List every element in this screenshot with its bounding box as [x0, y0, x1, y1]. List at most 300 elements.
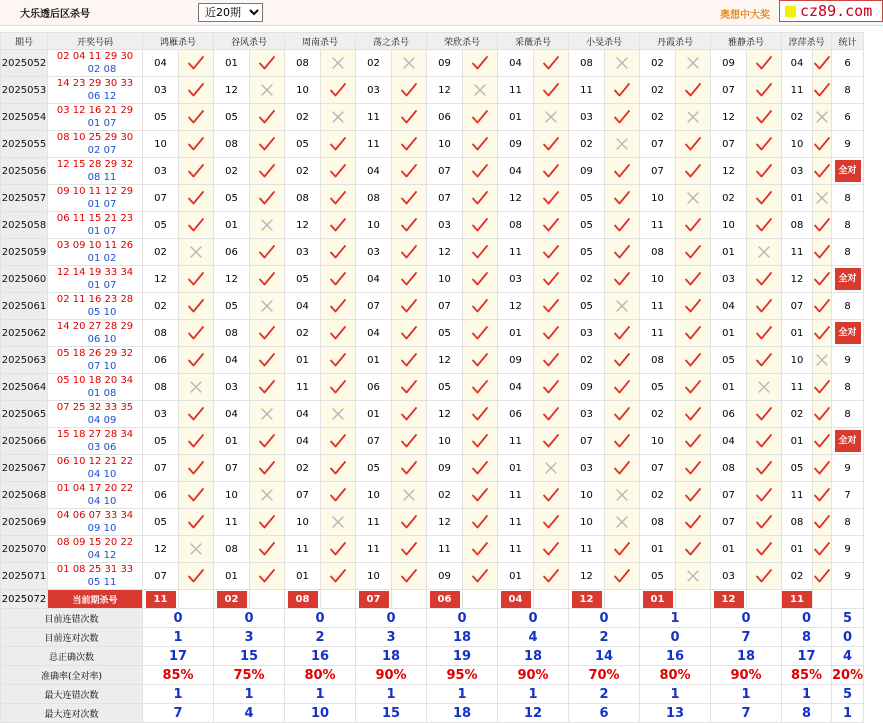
check-icon — [813, 217, 831, 233]
stat-cell: 8 — [832, 77, 864, 104]
current-blank-cell — [179, 590, 214, 609]
pick-cell: 05 — [143, 428, 179, 455]
draw-cell — [48, 401, 143, 428]
summary-value: 18 — [711, 647, 782, 666]
result-cell — [813, 428, 832, 455]
current-pick-cell — [569, 590, 605, 609]
pick-cell: 08 — [285, 50, 321, 77]
cross-icon — [187, 541, 205, 557]
result-cell — [747, 428, 782, 455]
pick-cell: 04 — [711, 293, 747, 320]
pick-cell: 01 — [782, 428, 813, 455]
check-icon — [684, 82, 702, 98]
check-icon — [542, 352, 560, 368]
check-icon — [684, 460, 702, 476]
summary-value: 18 — [427, 704, 498, 723]
column-header: 荣欣杀号 — [427, 33, 498, 50]
result-cell — [392, 239, 427, 266]
pick-cell: 12 — [427, 509, 463, 536]
current-pick-cell — [356, 590, 392, 609]
check-icon — [813, 460, 831, 476]
pick-cell: 02 — [640, 482, 676, 509]
pick-cell: 11 — [569, 536, 605, 563]
check-icon — [755, 163, 773, 179]
pick-cell: 11 — [640, 293, 676, 320]
check-icon — [684, 271, 702, 287]
result-cell — [813, 455, 832, 482]
result-cell — [747, 563, 782, 590]
summary-value: 1 — [498, 685, 569, 704]
summary-value: 0 — [214, 609, 285, 628]
result-cell — [463, 401, 498, 428]
check-icon — [471, 55, 489, 71]
current-stat-cell — [832, 590, 864, 609]
check-icon — [471, 406, 489, 422]
current-blank-cell — [813, 590, 832, 609]
stat-cell: 9 — [832, 563, 864, 590]
result-cell — [321, 374, 356, 401]
check-icon — [613, 406, 631, 422]
result-cell — [463, 374, 498, 401]
check-icon — [542, 82, 560, 98]
check-icon — [329, 298, 347, 314]
issue-cell: 2025058 — [1, 212, 48, 239]
check-icon — [684, 514, 702, 530]
current-label: 当前期杀号 — [48, 590, 143, 609]
summary-row — [1, 628, 864, 647]
result-cell — [250, 104, 285, 131]
check-icon — [755, 271, 773, 287]
result-cell — [179, 563, 214, 590]
cross-icon — [258, 217, 276, 233]
result-cell — [250, 455, 285, 482]
check-icon — [542, 568, 560, 584]
check-icon — [258, 541, 276, 557]
table-row — [1, 509, 864, 536]
cross-icon — [613, 55, 631, 71]
check-icon — [329, 217, 347, 233]
draw-cell — [48, 185, 143, 212]
check-icon — [400, 217, 418, 233]
result-cell — [321, 509, 356, 536]
draw-cell — [48, 104, 143, 131]
draw-cell — [48, 374, 143, 401]
check-icon — [755, 352, 773, 368]
pick-cell: 08 — [143, 320, 179, 347]
summary-value: 13 — [640, 704, 711, 723]
pick-cell: 03 — [356, 239, 392, 266]
issue-cell: 2025052 — [1, 50, 48, 77]
check-icon — [471, 190, 489, 206]
pick-cell: 05 — [569, 239, 605, 266]
pick-cell: 12 — [782, 266, 813, 293]
pick-cell: 01 — [285, 347, 321, 374]
check-icon — [755, 487, 773, 503]
result-cell — [250, 401, 285, 428]
result-cell — [813, 536, 832, 563]
result-cell — [250, 77, 285, 104]
stat-cell: 9 — [832, 536, 864, 563]
pick-cell: 10 — [285, 77, 321, 104]
pick-cell: 11 — [214, 509, 250, 536]
all-correct-badge: 全对 — [835, 430, 861, 452]
check-icon — [542, 406, 560, 422]
check-icon — [613, 568, 631, 584]
pick-cell: 03 — [143, 158, 179, 185]
result-cell — [813, 266, 832, 293]
check-icon — [471, 541, 489, 557]
result-cell — [676, 50, 711, 77]
summary-value: 7 — [711, 628, 782, 647]
issue-cell: 2025069 — [1, 509, 48, 536]
check-icon — [755, 82, 773, 98]
result-cell — [179, 77, 214, 104]
result-cell — [534, 50, 569, 77]
check-icon — [400, 298, 418, 314]
back-numbers: 01 07 — [87, 226, 117, 237]
check-icon — [258, 379, 276, 395]
pick-cell: 05 — [569, 293, 605, 320]
pick-cell: 01 — [711, 536, 747, 563]
result-cell — [534, 212, 569, 239]
result-cell — [605, 266, 640, 293]
pick-cell: 01 — [782, 536, 813, 563]
result-cell — [179, 239, 214, 266]
check-icon — [400, 433, 418, 449]
check-icon — [471, 325, 489, 341]
back-numbers: 06 12 — [87, 91, 117, 102]
pick-cell: 03 — [782, 158, 813, 185]
check-icon — [471, 271, 489, 287]
check-icon — [684, 379, 702, 395]
result-cell — [392, 50, 427, 77]
result-cell — [813, 77, 832, 104]
result-cell — [813, 374, 832, 401]
check-icon — [187, 298, 205, 314]
current-pick-cell — [640, 590, 676, 609]
summary-row — [1, 704, 864, 723]
issue-cell: 2025055 — [1, 131, 48, 158]
result-cell — [250, 185, 285, 212]
result-cell — [463, 347, 498, 374]
check-icon — [542, 244, 560, 260]
check-icon — [187, 406, 205, 422]
result-cell — [179, 536, 214, 563]
pick-cell: 01 — [711, 320, 747, 347]
check-icon — [813, 406, 831, 422]
pick-cell: 08 — [498, 212, 534, 239]
pick-cell: 03 — [214, 374, 250, 401]
result-cell — [605, 104, 640, 131]
result-cell — [747, 347, 782, 374]
back-numbers: 02 07 — [87, 145, 117, 156]
check-icon — [613, 244, 631, 260]
result-cell — [321, 185, 356, 212]
pick-cell: 09 — [711, 50, 747, 77]
check-icon — [684, 163, 702, 179]
cross-icon — [755, 379, 773, 395]
pick-cell: 07 — [711, 482, 747, 509]
result-cell — [676, 536, 711, 563]
check-icon — [542, 541, 560, 557]
front-numbers: 12 15 28 29 32 — [56, 159, 134, 170]
pick-cell: 06 — [356, 374, 392, 401]
result-cell — [392, 266, 427, 293]
summary-value: 17 — [143, 647, 214, 666]
cross-icon — [187, 379, 205, 395]
check-icon — [542, 325, 560, 341]
pick-cell: 08 — [356, 185, 392, 212]
pick-cell: 12 — [214, 77, 250, 104]
check-icon — [613, 190, 631, 206]
result-cell — [179, 131, 214, 158]
result-cell — [605, 293, 640, 320]
pick-cell: 07 — [143, 563, 179, 590]
check-icon — [258, 190, 276, 206]
stat-cell — [832, 320, 864, 347]
column-header: 谷风杀号 — [214, 33, 285, 50]
pick-cell: 02 — [569, 131, 605, 158]
pick-cell: 07 — [214, 455, 250, 482]
stat-cell — [832, 266, 864, 293]
pick-cell: 07 — [143, 455, 179, 482]
result-cell — [321, 239, 356, 266]
summary-value: 95% — [427, 666, 498, 685]
column-header: 鸿雁杀号 — [143, 33, 214, 50]
summary-total: 1 — [832, 704, 864, 723]
result-cell — [747, 401, 782, 428]
current-pick: 12 — [572, 591, 602, 608]
result-cell — [747, 455, 782, 482]
pick-cell: 11 — [356, 536, 392, 563]
result-cell — [179, 374, 214, 401]
check-icon — [813, 82, 831, 98]
issue-cell: 2025064 — [1, 374, 48, 401]
result-cell — [534, 104, 569, 131]
pick-cell: 11 — [640, 212, 676, 239]
result-cell — [463, 185, 498, 212]
back-numbers: 04 09 — [87, 415, 117, 426]
pick-cell: 11 — [285, 374, 321, 401]
pick-cell: 03 — [569, 104, 605, 131]
result-cell — [676, 185, 711, 212]
check-icon — [400, 325, 418, 341]
check-icon — [400, 541, 418, 557]
front-numbers: 02 11 16 23 28 — [56, 294, 134, 305]
pick-cell: 01 — [711, 374, 747, 401]
issue-cell: 2025065 — [1, 401, 48, 428]
check-icon — [613, 217, 631, 233]
result-cell — [321, 347, 356, 374]
header-row — [1, 33, 864, 50]
check-icon — [329, 244, 347, 260]
table-row — [1, 455, 864, 482]
period-select[interactable] — [198, 3, 263, 22]
pick-cell: 04 — [711, 428, 747, 455]
summary-label: 目前连对次数 — [1, 628, 143, 647]
summary-total: 5 — [832, 609, 864, 628]
check-icon — [258, 163, 276, 179]
check-icon — [755, 433, 773, 449]
table-row — [1, 374, 864, 401]
result-cell — [321, 158, 356, 185]
pick-cell: 01 — [214, 428, 250, 455]
summary-value: 1 — [143, 685, 214, 704]
issue-cell: 2025053 — [1, 77, 48, 104]
pick-cell: 12 — [214, 266, 250, 293]
result-cell — [463, 212, 498, 239]
pick-cell: 11 — [498, 509, 534, 536]
draw-cell — [48, 428, 143, 455]
pick-cell: 05 — [143, 104, 179, 131]
site-logo[interactable] — [779, 0, 883, 22]
result-cell — [250, 212, 285, 239]
pick-cell: 08 — [569, 50, 605, 77]
result-cell — [813, 293, 832, 320]
check-icon — [329, 460, 347, 476]
back-numbers: 05 11 — [87, 577, 117, 588]
result-cell — [605, 158, 640, 185]
cross-icon — [400, 55, 418, 71]
check-icon — [400, 244, 418, 260]
current-blank-cell — [676, 590, 711, 609]
result-cell — [250, 131, 285, 158]
draw-cell — [48, 131, 143, 158]
pick-cell: 12 — [711, 104, 747, 131]
pick-cell: 03 — [711, 563, 747, 590]
issue-cell: 2025067 — [1, 455, 48, 482]
result-cell — [747, 536, 782, 563]
check-icon — [613, 433, 631, 449]
check-icon — [613, 541, 631, 557]
kill-number-table — [0, 32, 864, 723]
stat-cell: 8 — [832, 374, 864, 401]
pick-cell: 05 — [640, 374, 676, 401]
current-pick: 08 — [288, 591, 318, 608]
back-numbers: 03 06 — [87, 442, 117, 453]
check-icon — [684, 244, 702, 260]
pick-cell: 11 — [498, 482, 534, 509]
check-icon — [542, 487, 560, 503]
result-cell — [676, 104, 711, 131]
cross-icon — [258, 406, 276, 422]
check-icon — [613, 271, 631, 287]
result-cell — [321, 293, 356, 320]
current-blank-cell — [605, 590, 640, 609]
table-row — [1, 482, 864, 509]
current-blank-cell — [250, 590, 285, 609]
summary-value: 12 — [498, 704, 569, 723]
result-cell — [676, 158, 711, 185]
result-cell — [321, 266, 356, 293]
cross-icon — [258, 298, 276, 314]
result-cell — [534, 158, 569, 185]
pick-cell: 11 — [498, 77, 534, 104]
table-row — [1, 266, 864, 293]
result-cell — [605, 401, 640, 428]
result-cell — [179, 482, 214, 509]
result-cell — [463, 158, 498, 185]
issue-cell: 2025054 — [1, 104, 48, 131]
pick-cell: 08 — [640, 347, 676, 374]
result-cell — [250, 563, 285, 590]
check-icon — [471, 298, 489, 314]
pick-cell: 02 — [143, 239, 179, 266]
pick-cell: 12 — [143, 266, 179, 293]
summary-value: 8 — [782, 628, 832, 647]
result-cell — [605, 563, 640, 590]
result-cell — [747, 293, 782, 320]
summary-label: 总正确次数 — [1, 647, 143, 666]
pick-cell: 07 — [143, 185, 179, 212]
result-cell — [321, 401, 356, 428]
check-icon — [187, 136, 205, 152]
result-cell — [179, 509, 214, 536]
pick-cell: 01 — [711, 239, 747, 266]
check-icon — [755, 190, 773, 206]
result-cell — [392, 455, 427, 482]
result-cell — [392, 185, 427, 212]
pick-cell: 09 — [427, 563, 463, 590]
draw-cell — [48, 347, 143, 374]
result-cell — [676, 509, 711, 536]
summary-value: 70% — [569, 666, 640, 685]
check-icon — [471, 136, 489, 152]
result-cell — [250, 158, 285, 185]
pick-cell: 02 — [640, 77, 676, 104]
issue-cell: 2025062 — [1, 320, 48, 347]
pick-cell: 10 — [285, 509, 321, 536]
summary-value: 6 — [569, 704, 640, 723]
result-cell — [534, 455, 569, 482]
pick-cell: 11 — [356, 104, 392, 131]
result-cell — [605, 212, 640, 239]
check-icon — [813, 244, 831, 260]
summary-value: 0 — [640, 628, 711, 647]
current-pick: 04 — [501, 591, 531, 608]
summary-label: 目前连错次数 — [1, 609, 143, 628]
current-blank-cell — [463, 590, 498, 609]
current-pick-cell — [427, 590, 463, 609]
front-numbers: 15 18 27 28 34 — [56, 429, 134, 440]
summary-total: 20% — [832, 667, 864, 683]
summary-value: 80% — [640, 666, 711, 685]
marquee-text: 奥想中大奖 — [720, 10, 770, 21]
table-row — [1, 212, 864, 239]
result-cell — [605, 320, 640, 347]
summary-value: 90% — [498, 666, 569, 685]
pick-cell: 01 — [498, 455, 534, 482]
check-icon — [400, 406, 418, 422]
result-cell — [392, 77, 427, 104]
check-icon — [755, 136, 773, 152]
check-icon — [400, 460, 418, 476]
result-cell — [676, 455, 711, 482]
cross-icon — [755, 244, 773, 260]
pick-cell: 04 — [214, 401, 250, 428]
front-numbers: 01 04 17 20 22 — [56, 483, 134, 494]
summary-value: 2 — [569, 628, 640, 647]
cross-icon — [542, 460, 560, 476]
pick-cell: 07 — [711, 509, 747, 536]
pick-cell: 11 — [782, 77, 813, 104]
result-cell — [747, 212, 782, 239]
result-cell — [605, 77, 640, 104]
result-cell — [179, 104, 214, 131]
cross-icon — [400, 487, 418, 503]
summary-value: 17 — [782, 647, 832, 666]
result-cell — [179, 401, 214, 428]
